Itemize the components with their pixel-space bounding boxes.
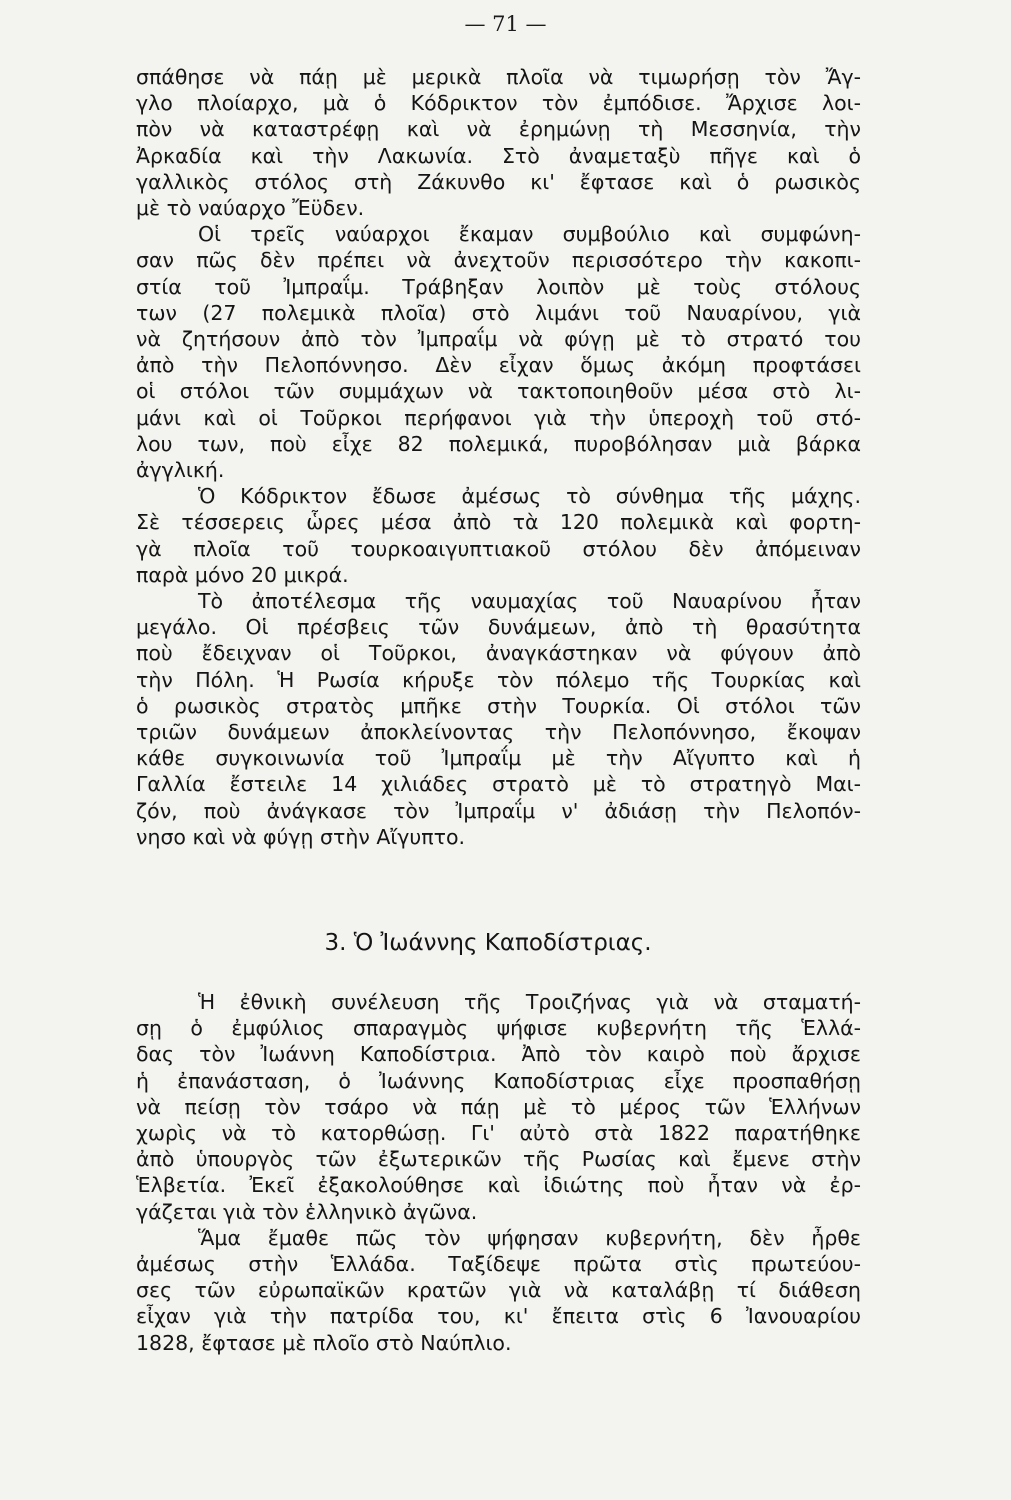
text-line: λου των, ποὺ εἶχε 82 πολεμικά, πυροβόλησαν μιὰ βάρκα [136, 431, 861, 456]
text-line: ζόν, ποὺ ἀνάγκασε τὸν Ἰμπραΐμ ν' ἀδιάσῃ τὴν Πελοπόν- [136, 798, 861, 823]
text-line: Ἅμα ἔμαθε πῶς τὸν ψήφησαν κυβερνήτη, δὲν ἦρθε [198, 1225, 861, 1250]
text-line: γλο πλοίαρχο, μὰ ὁ Κόδρικτον τὸν ἐμπόδισε. Ἄρχισε λοι- [136, 91, 861, 116]
text-line: ἀπὸ ὑπουργὸς τῶν ἐξωτερικῶν τῆς Ρωσίας καὶ ἔμενε στὴν [136, 1147, 861, 1172]
text-line: Ἑλβετία. Ἐκεῖ ἐξακολούθησε καὶ ἰδιώτης ποὺ ἦταν νὰ ἐρ- [136, 1173, 861, 1198]
text-line: οἱ στόλοι τῶν συμμάχων νὰ τακτοποιηθοῦν μέσα στὸ λι- [136, 379, 861, 404]
text-line: Τὸ ἀποτέλεσμα τῆς ναυμαχίας τοῦ Ναυαρίνου ἦταν [198, 589, 861, 614]
text-line: νησο καὶ νὰ φύγῃ στὴν Αἴγυπτο. [136, 824, 466, 849]
text-line: σες τῶν εὐρωπαϊκῶν κρατῶν γιὰ νὰ καταλάβῃ τί διάθεση [136, 1278, 861, 1303]
page-number: — 71 — [464, 12, 547, 36]
text-line: Σὲ τέσσερεις ὧρες μέσα ἀπὸ τὰ 120 πολεμικὰ καὶ φορτη- [136, 510, 861, 535]
text-line: μὲ τὸ ναύαρχο Ἔϋδεν. [136, 196, 365, 221]
paragraph [136, 221, 861, 483]
text-line: σῃ ὁ ἐμφύλιος σπαραγμὸς ψήφισε κυβερνήτη τῆς Ἑλλά- [136, 1016, 861, 1041]
text-line: σαν πῶς δὲν πρέπει νὰ ἀνεχτοῦν περισσότερο τὴν κακοπι- [136, 248, 861, 273]
text-line: τριῶν δυνάμεων ἀποκλείνοντας τὴν Πελοπόννησο, ἔκοψαν [136, 720, 861, 745]
text-line: μάνι καὶ οἱ Τοῦρκοι περήφανοι γιὰ τὴν ὑπεροχὴ τοῦ στό- [136, 405, 861, 430]
text-line: Οἱ τρεῖς ναύαρχοι ἔκαμαν συμβούλιο καὶ συμφώνη- [198, 222, 861, 247]
text-line: 1828, ἔφτασε μὲ πλοῖο στὸ Ναύπλιο. [136, 1330, 512, 1355]
text-line: ἀπὸ τὴν Πελοπόννησο. Δὲν εἶχαν ὅμως ἀκόμη προφτάσει [136, 353, 861, 378]
text-line: κάθε συγκοινωνία τοῦ Ἰμπραΐμ μὲ τὴν Αἴγυπτο καὶ ἡ [136, 746, 861, 771]
text-line: παρὰ μόνο 20 μικρά. [136, 562, 349, 587]
text-line: Ἡ ἐθνικὴ συνέλευση τῆς Τροιζήνας γιὰ νὰ σταματή- [198, 990, 861, 1014]
section-heading [0, 930, 1011, 956]
text-line: εἶχαν γιὰ τὴν πατρίδα του, κι' ἔπειτα στὶς 6 Ἰανουαρίου [136, 1304, 861, 1329]
text-line: νὰ πείσῃ τὸν τσάρο νὰ πάῃ μὲ τὸ μέρος τῶν Ἑλλήνων [136, 1094, 861, 1119]
text-line: Ἀρκαδία καὶ τὴν Λακωνία. Στὸ ἀναμεταξὺ πῆγε καὶ ὁ [136, 143, 861, 168]
paragraph [136, 989, 861, 1225]
text-line: Γαλλία ἔστειλε 14 χιλιάδες στρατὸ μὲ τὸ στρατηγὸ Μαι- [136, 772, 861, 797]
section-2-body [136, 989, 861, 1356]
text-line: γαλλικὸς στόλος στὴ Ζάκυνθο κι' ἔφτασε καὶ ὁ ρωσικὸς [136, 169, 861, 194]
text-line: γὰ πλοῖα τοῦ τουρκοαιγυπτιακοῦ στόλου δὲν ἀπόμειναν [136, 536, 861, 561]
text-line: ἀγγλική. [136, 458, 225, 483]
text-line: μεγάλο. Οἱ πρέσβεις τῶν δυνάμεων, ἀπὸ τὴ θρασύτητα [136, 615, 861, 640]
text-line: στία τοῦ Ἰμπραΐμ. Τράβηξαν λοιπὸν μὲ τοὺς στόλους [136, 274, 861, 299]
text-line: ἡ ἐπανάσταση, ὁ Ἰωάννης Καποδίστριας εἶχε προσπαθήσῃ [136, 1068, 861, 1093]
paragraph [136, 64, 861, 221]
section-heading-text: 3. Ὁ Ἰωάννης Καποδίστριας. [324, 930, 652, 956]
text-line: σπάθησε νὰ πάῃ μὲ μερικὰ πλοῖα νὰ τιμωρήσῃ τὸν Ἄγ- [136, 65, 861, 89]
paragraph [136, 483, 861, 588]
text-line: πὸν νὰ καταστρέφῃ καὶ νὰ ἐρημώνῃ τὴ Μεσσηνία, τὴν [136, 117, 861, 142]
text-line: τὴν Πόλη. Ἡ Ρωσία κήρυξε τὸν πόλεμο τῆς Τουρκίας καὶ [136, 667, 861, 692]
text-line: νὰ ζητήσουν ἀπὸ τὸν Ἰμπραΐμ νὰ φύγῃ μὲ τὸ στρατό του [136, 327, 861, 352]
text-line: χωρὶς νὰ τὸ κατορθώσῃ. Γι' αὐτὸ στὰ 1822 παρατήθηκε [136, 1121, 861, 1146]
text-line: ποὺ ἔδειχναν οἱ Τοῦρκοι, ἀναγκάστηκαν νὰ φύγουν ἀπὸ [136, 641, 861, 666]
text-line: γάζεται γιὰ τὸν ἑλληνικὸ ἀγῶνα. [136, 1199, 478, 1224]
text-line: δας τὸν Ἰωάννη Καποδίστρια. Ἀπὸ τὸν καιρὸ ποὺ ἄρχισε [136, 1042, 861, 1067]
paragraph [136, 588, 861, 850]
text-line: Ὁ Κόδρικτον ἔδωσε ἀμέσως τὸ σύνθημα τῆς μάχης. [198, 484, 861, 509]
text-line: ὁ ρωσικὸς στρατὸς μπῆκε στὴν Τουρκία. Οἱ στόλοι τῶν [136, 693, 861, 718]
text-line: ἀμέσως στὴν Ἑλλάδα. Ταξίδεψε πρῶτα στὶς πρωτεύου- [136, 1252, 861, 1277]
section-1-body [136, 64, 861, 850]
paragraph [136, 1225, 861, 1356]
text-line: των (27 πολεμικὰ πλοῖα) στὸ λιμάνι τοῦ Ναυαρίνου, γιὰ [136, 300, 861, 325]
